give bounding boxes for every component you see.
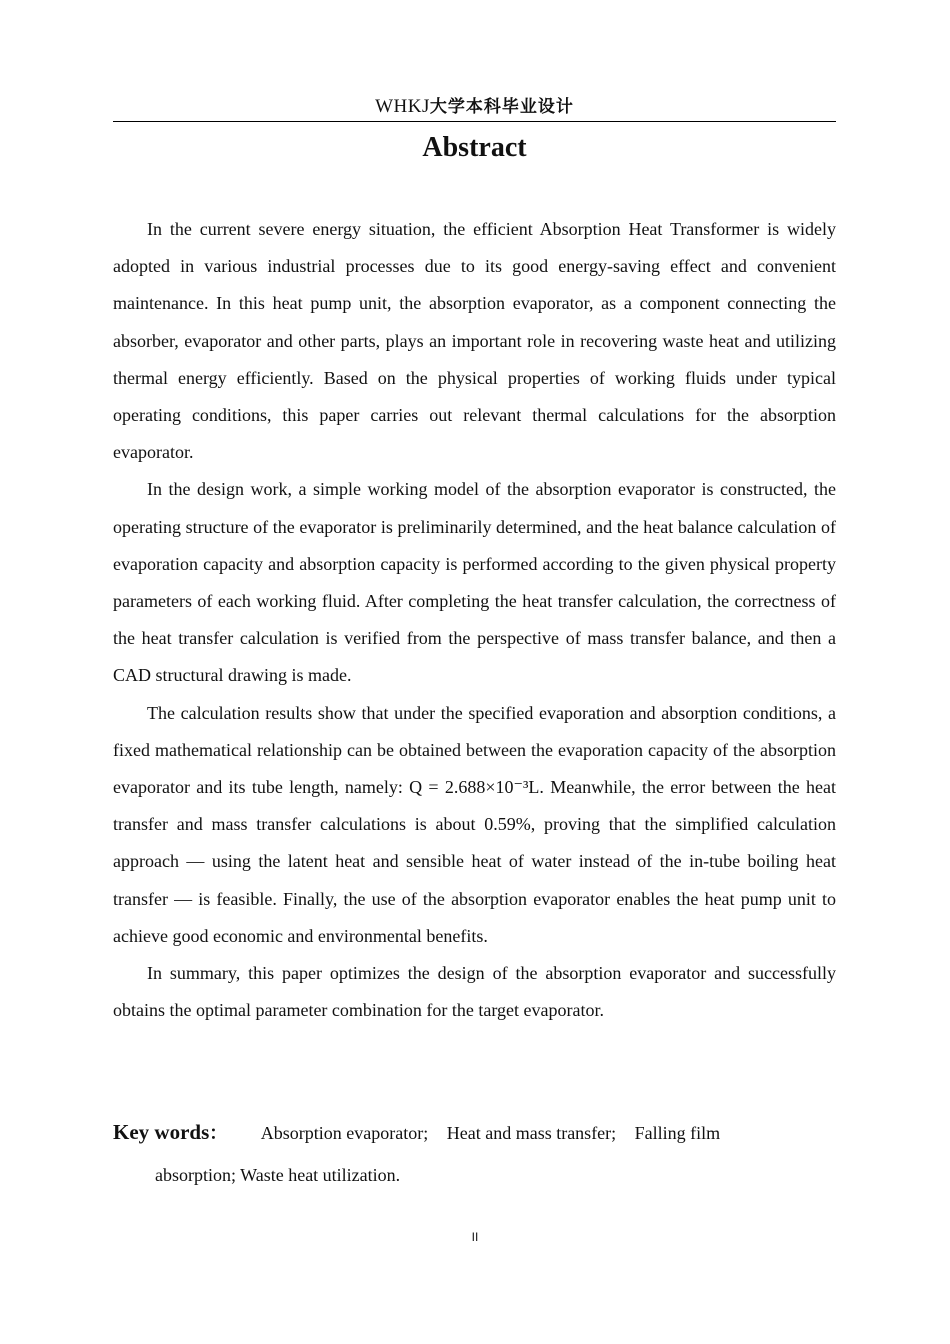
keyword-item: Absorption evaporator; <box>260 1123 429 1143</box>
abstract-paragraph-2: In the design work, a simple working model of the absorption evaporator is constructed, the operating structure of the evaporator is preliminarily determined, and the heat balance calculation of evaporation capacity and absorption capacity is performed according to the given physical property parameters of each working fluid. After completing the heat transfer calculation, the correctness of the heat transfer calculation is verified from the perspective of mass transfer balance, and then a CAD structural drawing is made. <box>113 479 836 686</box>
abstract-paragraph-1: In the current severe energy situation, the efficient Absorption Heat Transformer is widely adopted in various industrial processes due to its good energy-saving effect and convenient maintenance. In this heat pump unit, the absorption evaporator, as a component connecting the absorber, evaporator and other parts, plays an important role in recovering waste heat and utilizing thermal energy efficiently. Based on the physical properties of working fluids under typical operating conditions, this paper carries out relevant thermal calculations for the absorption evaporator. <box>113 219 836 463</box>
header-chinese-text: 大学本科毕业设计 <box>429 97 574 117</box>
keywords-section <box>113 1114 836 1152</box>
header-rule <box>113 121 836 122</box>
keyword-item: Falling film <box>634 1123 721 1143</box>
page-number: II <box>471 1230 479 1244</box>
header-latin-text: WHKJ <box>375 96 430 117</box>
keyword-item: Heat and mass transfer; <box>446 1123 617 1143</box>
abstract-body <box>113 211 836 1029</box>
abstract-title: Abstract <box>422 132 527 163</box>
keywords-colon: ： <box>209 1123 228 1143</box>
abstract-paragraph-3: The calculation results show that under the specified evaporation and absorption conditions, a fixed mathematical relationship can be obtained between the evaporation capacity of the absorption evaporator and its tube length, namely: Q = 2.688×10⁻³L. Meanwhile, the error between the heat transfer and mass transfer calculations is about 0.59%, proving that the simplified calculation approach — using the latent heat and sensible heat of water instead of the in-tube boiling heat transfer — is feasible. Finally, the use of the absorption evaporator enables the heat pump unit to achieve good economic and environmental benefits. <box>113 702 836 946</box>
running-header <box>113 95 836 119</box>
keywords-continuation: absorption; Waste heat utilization. <box>155 1165 401 1185</box>
keywords-label: Key words <box>113 1120 210 1144</box>
abstract-paragraph-4: In summary, this paper optimizes the design of the absorption evaporator and successfully obtains the optimal parameter combination for the target evaporator. <box>113 963 836 1021</box>
